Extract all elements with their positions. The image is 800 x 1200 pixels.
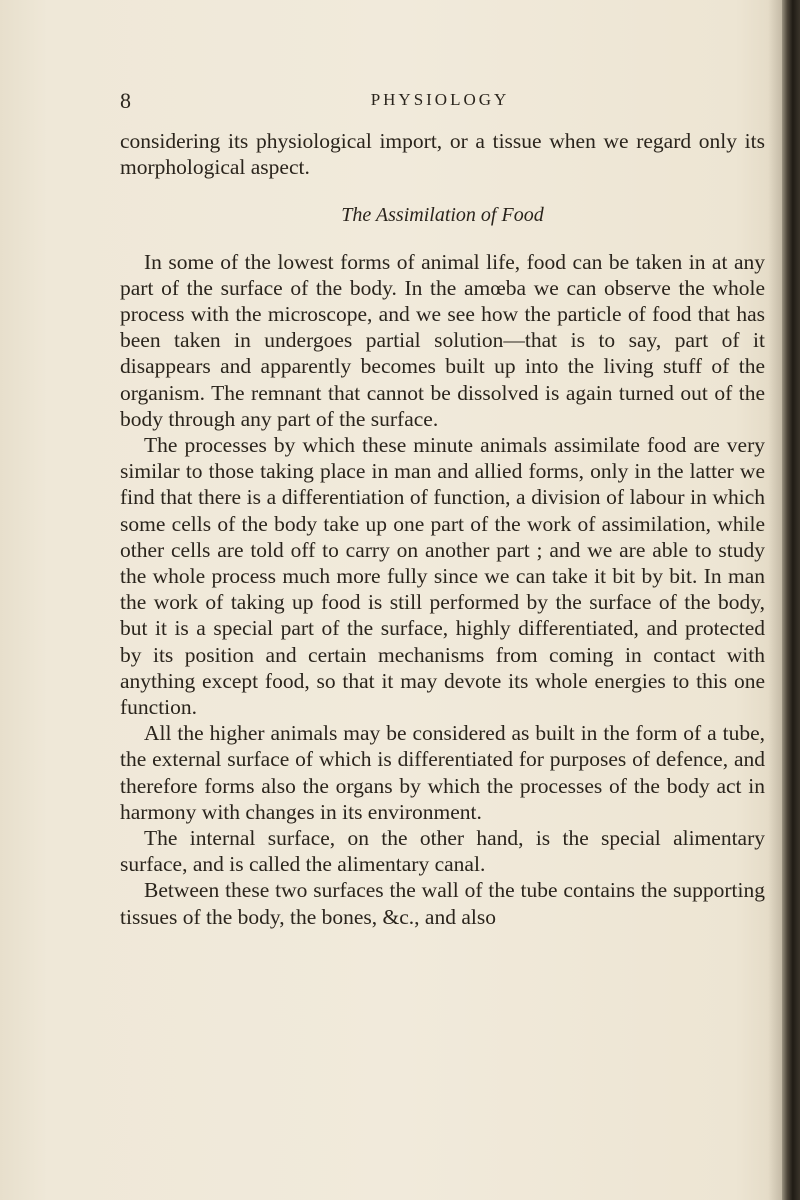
paragraph: The processes by which these minute animals assimilate food are very similar to those taking place in man and allied forms, only in the latter we find that there is a differentiation of function, a division of labour in which some cells of the body take up one part of the work of assimilation, while other cells are told off to carry on another part ; and we are able to study the whole process much more fully since we can take it bit by bit. In man the work of taking up food is still performed by the surface of the body, but it is a special part of the surface, highly differentiated, and protected by its position and certain mechanisms from coming in contact with anything except food, so that it may devote its whole energies to this one function. <box>120 433 765 720</box>
opening-paragraph: considering its physiological import, or a tissue when we regard only its morphological aspect. <box>120 129 765 180</box>
section-title: The Assimilation of Food <box>341 204 544 227</box>
binding-shadow <box>768 0 782 1200</box>
book-binding-edge <box>782 0 800 1200</box>
running-head <box>120 88 760 112</box>
paragraph: The internal surface, on the other hand, is the special alimentary surface, and is called the alimentary canal. <box>120 826 765 877</box>
paragraph: All the higher animals may be considered as built in the form of a tube, the external surface of which is differentiated for purposes of defence, and therefore forms also the organs by which the processes of the body act in harmony with changes in its environment. <box>120 721 765 824</box>
body-text <box>120 128 765 930</box>
paragraph: In some of the lowest forms of animal life, food can be taken in at any part of the surface of the body. In the amœba we can observe the whole process with the microscope, and we see how the particle of food that has been taken in undergoes partial solution—that is to say, part of it disappears and apparently becomes built up into the living stuff of the organism. The remnant that cannot be dissolved is again turned out of the body through any part of the surface. <box>120 249 765 431</box>
page-number: 8 <box>120 88 132 113</box>
paragraph: Between these two surfaces the wall of the tube contains the supporting tissues of the body, the bones, &c., and also <box>120 878 765 929</box>
running-title: PHYSIOLOGY <box>370 90 510 109</box>
